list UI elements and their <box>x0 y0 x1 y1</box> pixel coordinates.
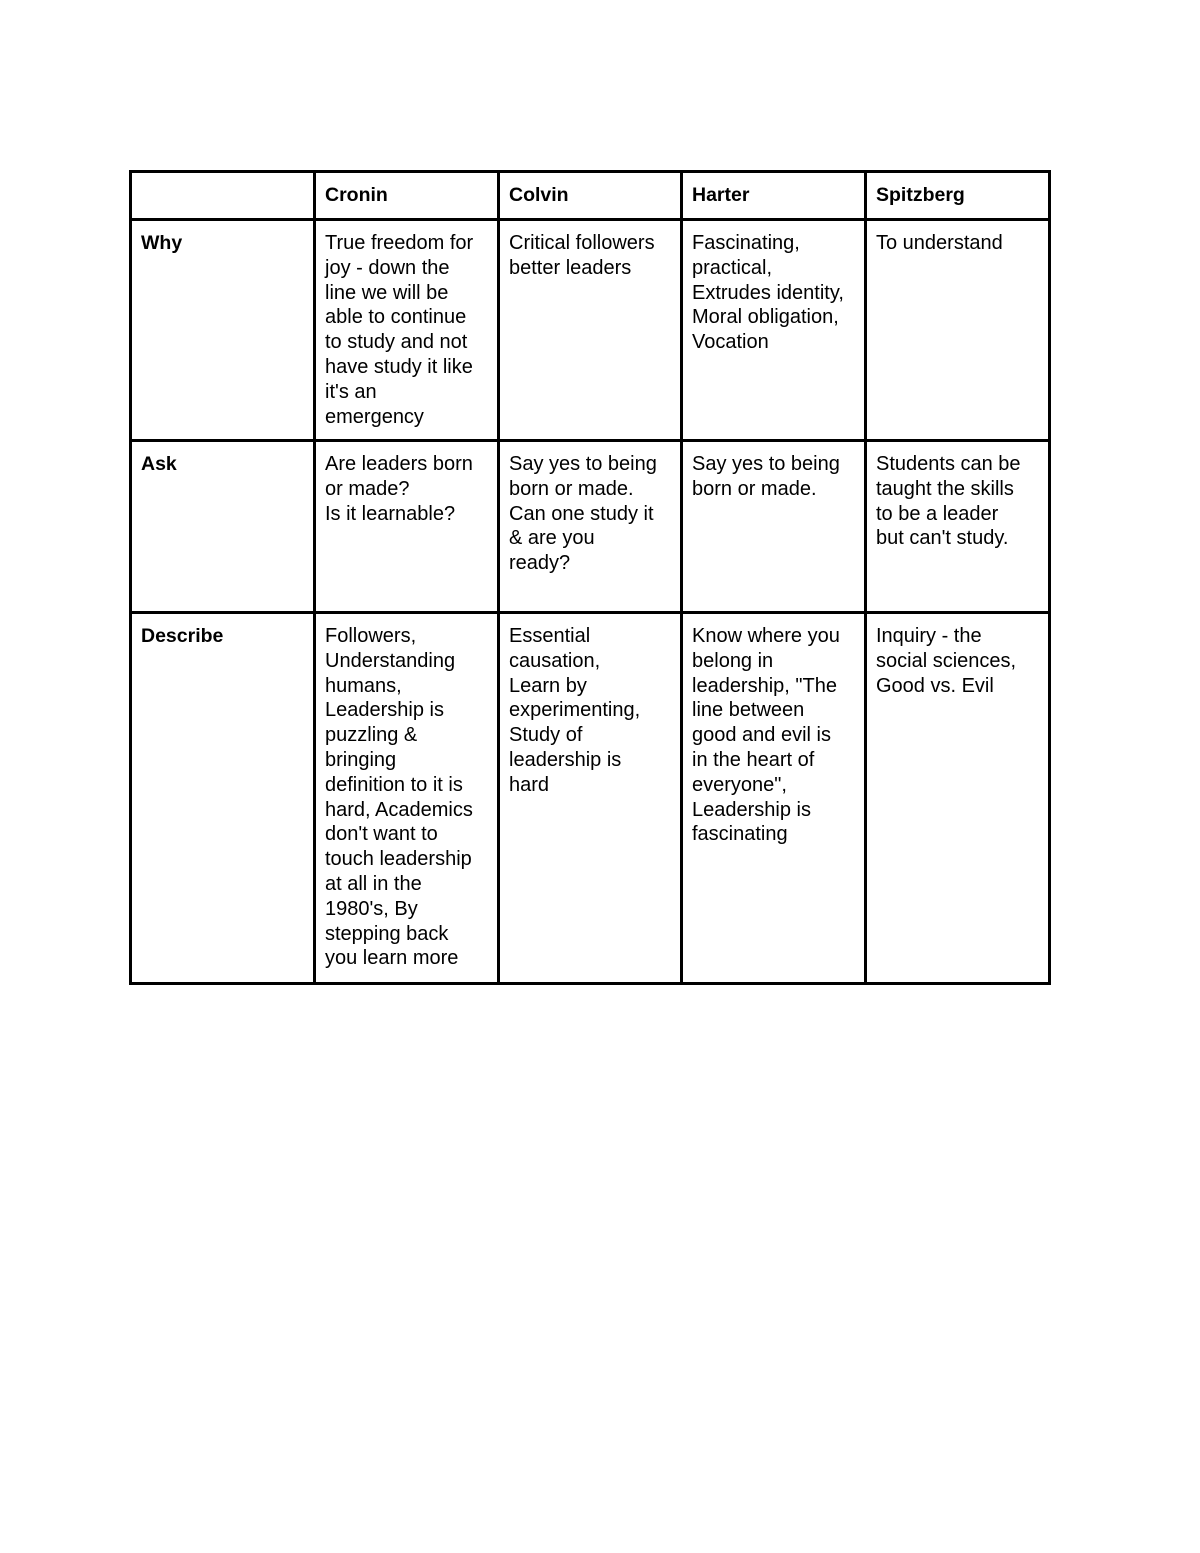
table-cell: Know where you belong in leadership, "The line between good and evil is in the heart of everyone", Leadership is fascinating <box>682 613 866 984</box>
header-cell-cronin: Cronin <box>315 172 499 220</box>
row-label-why: Why <box>131 220 315 441</box>
table-cell: Students can be taught the skills to be a leader but can't study. <box>866 441 1050 613</box>
table-row <box>131 220 1050 441</box>
table-cell: Inquiry - the social sciences, Good vs. Evil <box>866 613 1050 984</box>
header-cell-colvin: Colvin <box>499 172 682 220</box>
table-cell: True freedom for joy - down the line we will be able to continue to study and not have study it like it's an emergency <box>315 220 499 441</box>
header-cell-spitzberg: Spitzberg <box>866 172 1050 220</box>
header-cell-harter: Harter <box>682 172 866 220</box>
table-row <box>131 441 1050 613</box>
table-cell: To understand <box>866 220 1050 441</box>
table-cell: Are leaders born or made? Is it learnable? <box>315 441 499 613</box>
table-row <box>131 613 1050 984</box>
table-cell: Say yes to being born or made. Can one study it & are you ready? <box>499 441 682 613</box>
table-header-row <box>131 172 1050 220</box>
table-cell: Critical followers better leaders <box>499 220 682 441</box>
row-label-ask: Ask <box>131 441 315 613</box>
table-cell: Fascinating, practical, Extrudes identity, Moral obligation, Vocation <box>682 220 866 441</box>
table-cell: Essential causation, Learn by experimenting, Study of leadership is hard <box>499 613 682 984</box>
table-cell: Say yes to being born or made. <box>682 441 866 613</box>
table-cell: Followers, Understanding humans, Leadership is puzzling & bringing definition to it is hard, Academics don't want to touch leadership at all in the 1980's, By stepping back you learn more <box>315 613 499 984</box>
comparison-table <box>129 170 1051 985</box>
header-corner-cell <box>131 172 315 220</box>
row-label-describe: Describe <box>131 613 315 984</box>
